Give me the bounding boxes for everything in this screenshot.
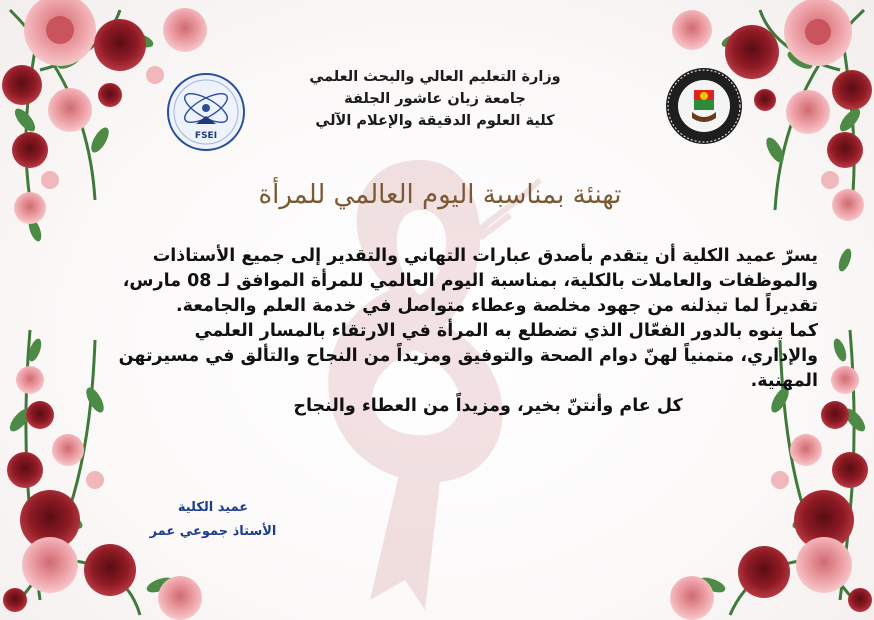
svg-text:FSEI: FSEI <box>194 131 218 141</box>
page-title: تهنئة بمناسبة اليوم العالمي للمرأة <box>258 180 622 210</box>
university-seal <box>664 66 744 146</box>
university-name: جامعة زيان عاشور الجلفة <box>344 91 526 107</box>
faculty-logo <box>166 72 246 152</box>
signature-name: الأستاذ جموعي عمر <box>149 524 277 539</box>
message-paragraph-1: يسرّ عميد الكلية أن يتقدم بأصدق عبارات التهاني والتقدير إلى جميع الأستاذات والموظفات والعاملات بالكلية، بمناسبة اليوم العالمي للمرأة الموافق لـ 08 مارس، تقديراً لما تبذلنه من جهود مخلصة وعطاء متواصل في خدمة العلم والجامعة. <box>122 246 818 316</box>
signature-block <box>118 496 308 544</box>
closing-line: كل عام وأنتنّ بخير، ومزيداً من العطاء والنجاح <box>293 396 683 416</box>
congratulation-message <box>118 244 818 419</box>
ministry-name: وزارة التعليم العالي والبحث العلمي <box>309 69 561 85</box>
message-paragraph-2: كما ينوه بالدور الفعّال الذي تضطلع به المرأة في الارتقاء بالمسار العلمي والإداري، متمنياً لهنّ دوام الصحة والتوفيق ومزيداً من النجاح والتألق في مسيرتهن المهنية. <box>118 321 818 391</box>
institution-header <box>300 66 570 132</box>
faculty-name: كلية العلوم الدقيقة والإعلام الآلي <box>315 113 555 129</box>
signature-role: عميد الكلية <box>177 500 249 515</box>
